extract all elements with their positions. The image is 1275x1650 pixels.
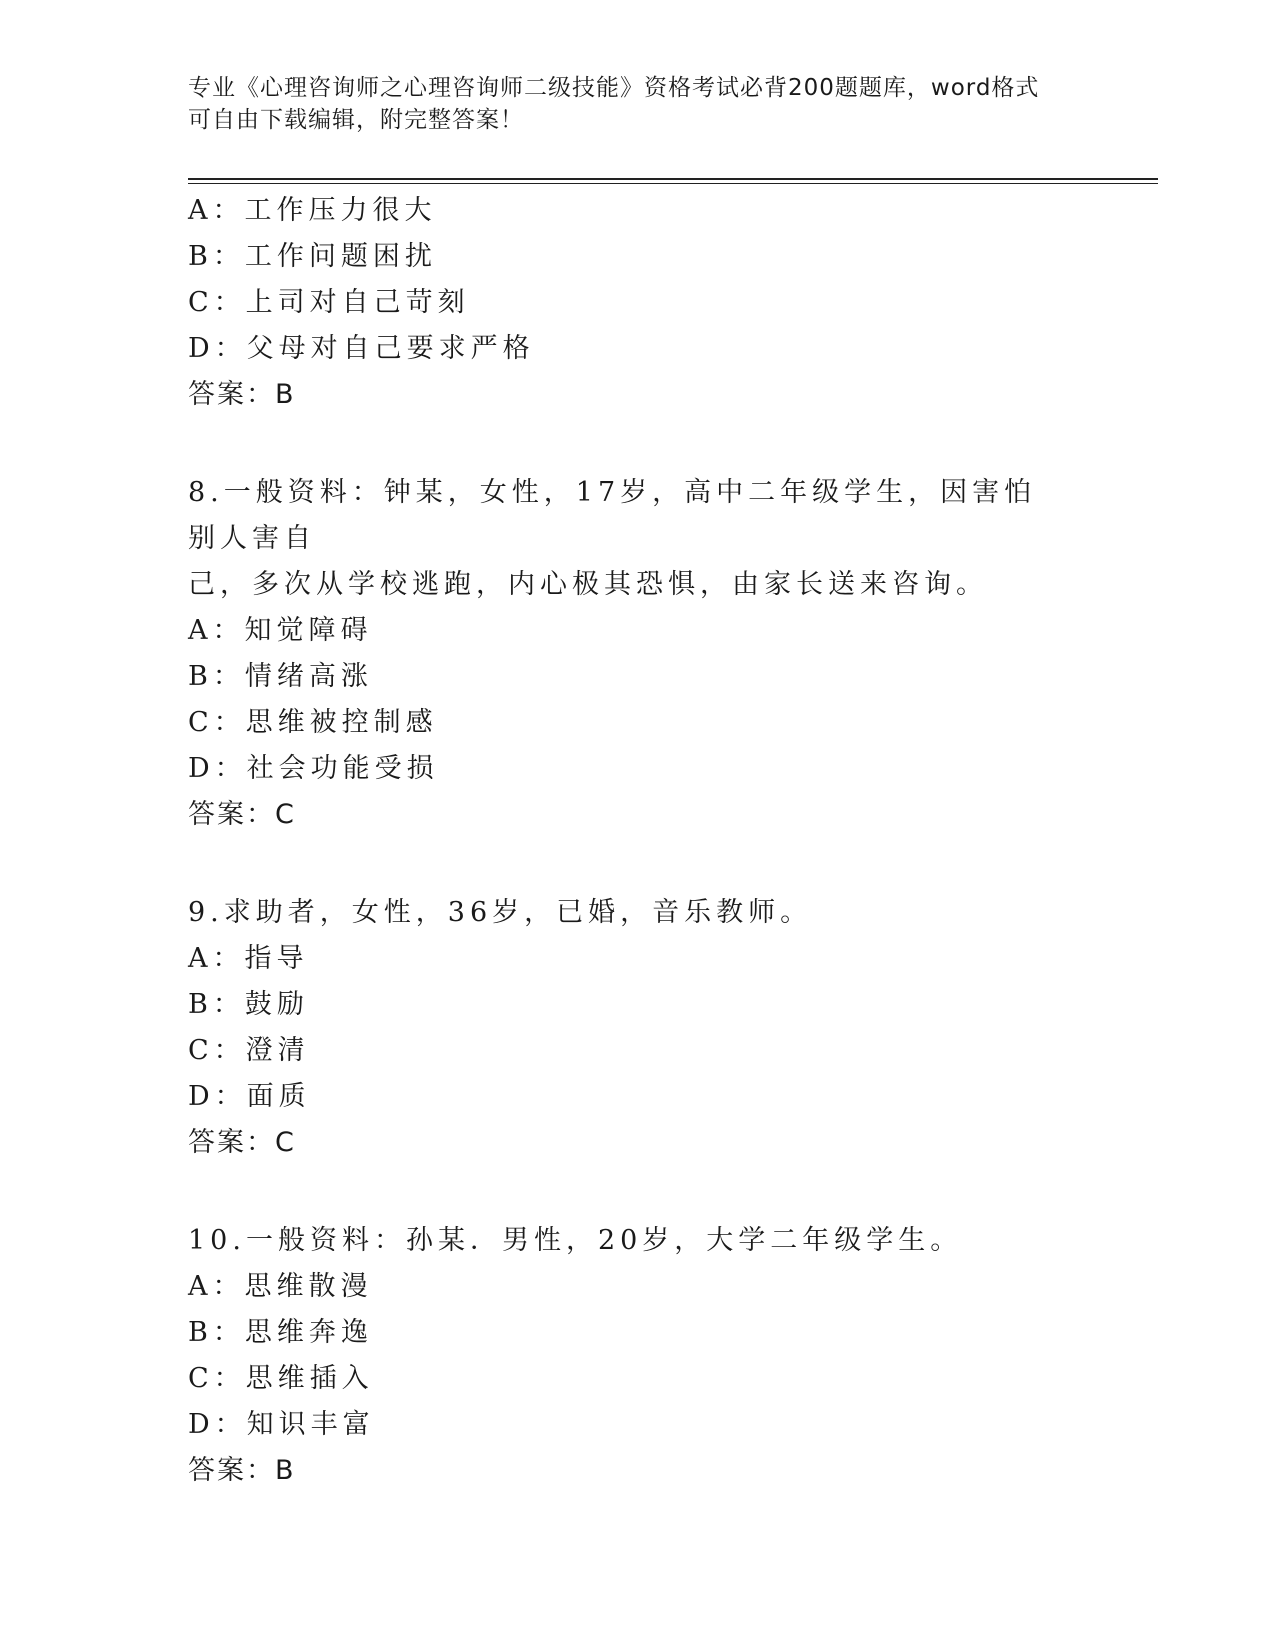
header-line-2: 可自由下载编辑，附完整答案！ — [188, 107, 524, 133]
question-10 — [188, 1218, 1088, 1494]
header-line-1: 专业《心理咨询师之心理咨询师二级技能》资格考试必背200题题库，word格式 — [188, 75, 1040, 101]
question-list — [188, 188, 1088, 1494]
question-8 — [188, 470, 1088, 838]
option-b: B：鼓励 — [188, 989, 309, 1020]
answer-line: 答案：C — [188, 1127, 296, 1158]
question-9 — [188, 890, 1088, 1166]
option-d: D：父母对自己要求严格 — [188, 333, 535, 364]
option-b: B：思维奔逸 — [188, 1317, 373, 1348]
option-d: D：社会功能受损 — [188, 753, 439, 784]
option-a: A：思维散漫 — [188, 1271, 373, 1302]
option-c: C：思维被控制感 — [188, 707, 438, 738]
spacer — [188, 838, 1088, 890]
option-c: C：思维插入 — [188, 1363, 374, 1394]
answer-line: 答案：B — [188, 1455, 296, 1486]
option-b: B：工作问题困扰 — [188, 241, 437, 272]
option-d: D：面质 — [188, 1081, 311, 1112]
question-stem: 10.一般资料：孙某．男性，20岁，大学二年级学生。 — [188, 1225, 963, 1256]
option-a: A：知觉障碍 — [188, 615, 373, 646]
question-stem-line-2: 己，多次从学校逃跑，内心极其恐惧，由家长送来咨询。 — [188, 569, 988, 600]
header-rule-thick — [188, 178, 1158, 180]
spacer — [188, 1166, 1088, 1218]
question-stem-line-1: 8.一般资料：钟某，女性，17岁，高中二年级学生，因害怕别人害自 — [188, 477, 1037, 554]
document-header — [188, 72, 1068, 136]
header-rule-thin — [188, 183, 1158, 184]
option-c: C：上司对自己苛刻 — [188, 287, 470, 318]
spacer — [188, 418, 1088, 470]
option-a: A：指导 — [188, 943, 309, 974]
answer-line: 答案：C — [188, 799, 296, 830]
option-b: B：情绪高涨 — [188, 661, 373, 692]
option-d: D：知识丰富 — [188, 1409, 375, 1440]
question-stem: 9.求助者，女性，36岁，已婚，音乐教师。 — [188, 897, 813, 928]
option-c: C：澄清 — [188, 1035, 310, 1066]
question-7 — [188, 188, 1088, 418]
answer-line: 答案：B — [188, 379, 296, 410]
option-a: A：工作压力很大 — [188, 195, 437, 226]
